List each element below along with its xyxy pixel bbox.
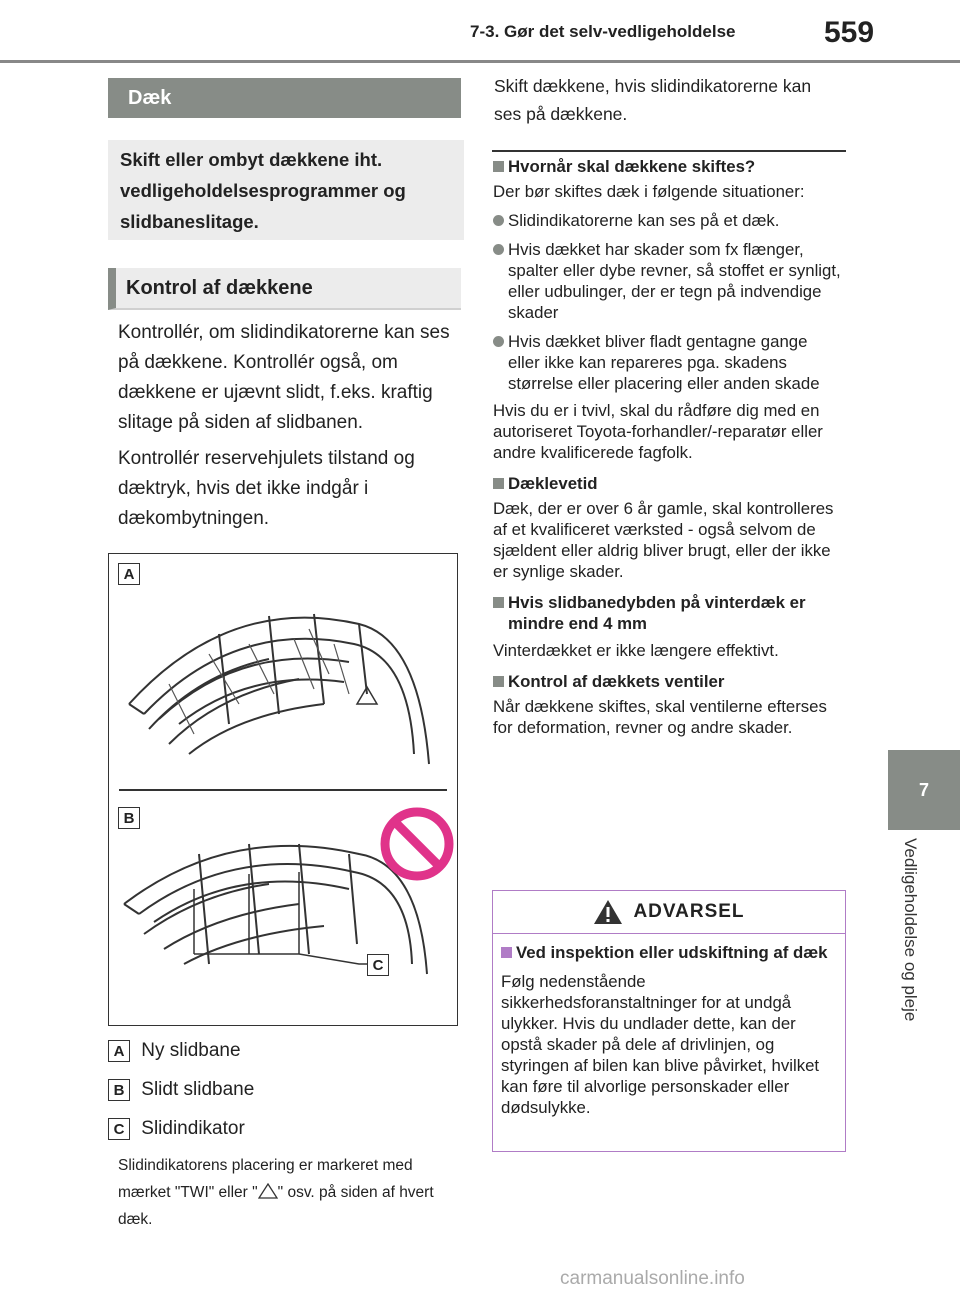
q1-title: Hvornår skal dækkene skiftes? <box>493 156 843 177</box>
page-number: 559 <box>824 16 875 49</box>
paragraph-spare: Kontrollér reservehjulets tilstand og dæktryk, hvis det ikke indgår i dækombytningen. <box>118 448 415 529</box>
legend-key-a: A <box>108 1040 130 1062</box>
section-header: 7-3. Gør det selv-vedligeholdelse <box>470 22 736 41</box>
right-rule <box>492 150 846 152</box>
right-top-text: Skift dækkene, hvis slidindikatorerne kan ses på dækkene. <box>494 76 812 124</box>
warning-subtitle: Ved inspektion eller udskiftning af dæk <box>501 942 837 963</box>
figure-label-c: C <box>367 954 389 976</box>
q1-intro: Der bør skiftes dæk i følgende situationer: <box>493 182 805 201</box>
legend-c <box>108 1118 245 1140</box>
legend-b <box>108 1079 254 1101</box>
q4-text: Når dækkene skiftes, skal ventilerne efterses for deformation, revner og andre skader. <box>493 697 827 737</box>
legend-text-a: Ny slidbane <box>141 1040 241 1061</box>
figure-label-b: B <box>118 807 140 829</box>
q3-title: Hvis slidbanedybden på vinterdæk er mindre end 4 mm <box>493 592 843 634</box>
q2-text: Dæk, der er over 6 år gamle, skal kontrolleres af et kvalificeret værksted - også selvom de sjældent eller aldrig bliver brugt, eller der ikke er synlige skader. <box>493 499 834 581</box>
warning-box <box>492 890 846 1152</box>
chapter-title: Vedligeholdelse og pleje <box>901 838 920 1022</box>
warning-text: Følg nedenstående sikkerhedsforanstaltninger for at undgå ulykker. Hvis du undlader dette, kan der opstå skader på dele af drivlinjen, og styringen af bilen kan blive påvirket, hvilket kan føre til alvorlige personskader eller dødsulykke. <box>501 972 820 1117</box>
indicator-note: Slidindikatorens placering er markeret med mærket "TWI" eller " " osv. på siden af hvert dæk. <box>118 1157 434 1228</box>
warning-title: ADVARSEL <box>633 901 745 922</box>
watermark: carmanualsonline.info <box>560 1268 745 1289</box>
legend-a <box>108 1040 241 1062</box>
bullet-1: Slidindikatorerne kan ses på et dæk. <box>493 210 843 231</box>
warning-header <box>493 891 845 934</box>
legend-text-c: Slidindikator <box>141 1118 245 1139</box>
legend-key-b: B <box>108 1079 130 1101</box>
bullet-3: Hvis dækket bliver fladt gentagne gange eller ikke kan repareres pga. skadens størrelse eller placering eller anden skade <box>493 331 843 394</box>
q3-text: Vinterdækket er ikke længere effektivt. <box>493 641 779 660</box>
prohibition-icon <box>385 812 449 876</box>
q4-title: Kontrol af dækkets ventiler <box>493 671 843 692</box>
tire-new <box>129 614 429 764</box>
bullet-2: Hvis dækket har skader som fx flænger, spalter eller dybe revner, så stoffet er synligt, eller udbulinger, der er tegn på indvendige skader <box>493 239 843 323</box>
paragraph-check: Kontrollér, om slidindikatorerne kan ses på dækkene. Kontrollér også, om dækkene er ujævnt slidt, f.eks. kraftig slitage på siden af slidbanen. <box>118 322 450 433</box>
section-title: Dæk <box>108 78 461 118</box>
warning-icon <box>593 899 623 925</box>
triangle-mark-icon <box>258 1183 278 1199</box>
figure-label-a: A <box>118 563 140 585</box>
intro-box: Skift eller ombyt dækkene iht. vedligeholdelsesprogrammer og slidbaneslitage. <box>108 140 464 240</box>
legend-text-b: Slidt slidbane <box>141 1079 255 1100</box>
q2-title: Dæklevetid <box>493 473 843 494</box>
header-rule <box>0 60 960 63</box>
chapter-tab: 7 <box>888 750 960 830</box>
tire-illustration <box>108 553 458 1026</box>
subsection-title: Kontrol af dækkene <box>108 268 461 310</box>
q1-block <box>493 156 843 738</box>
q1-outro: Hvis du er i tvivl, skal du rådføre dig med en autoriseret Toyota-forhandler/-reparatør eller andre kvalificerede fagfolk. <box>493 401 823 462</box>
legend-key-c: C <box>108 1118 130 1140</box>
tire-drawing <box>109 554 456 1024</box>
